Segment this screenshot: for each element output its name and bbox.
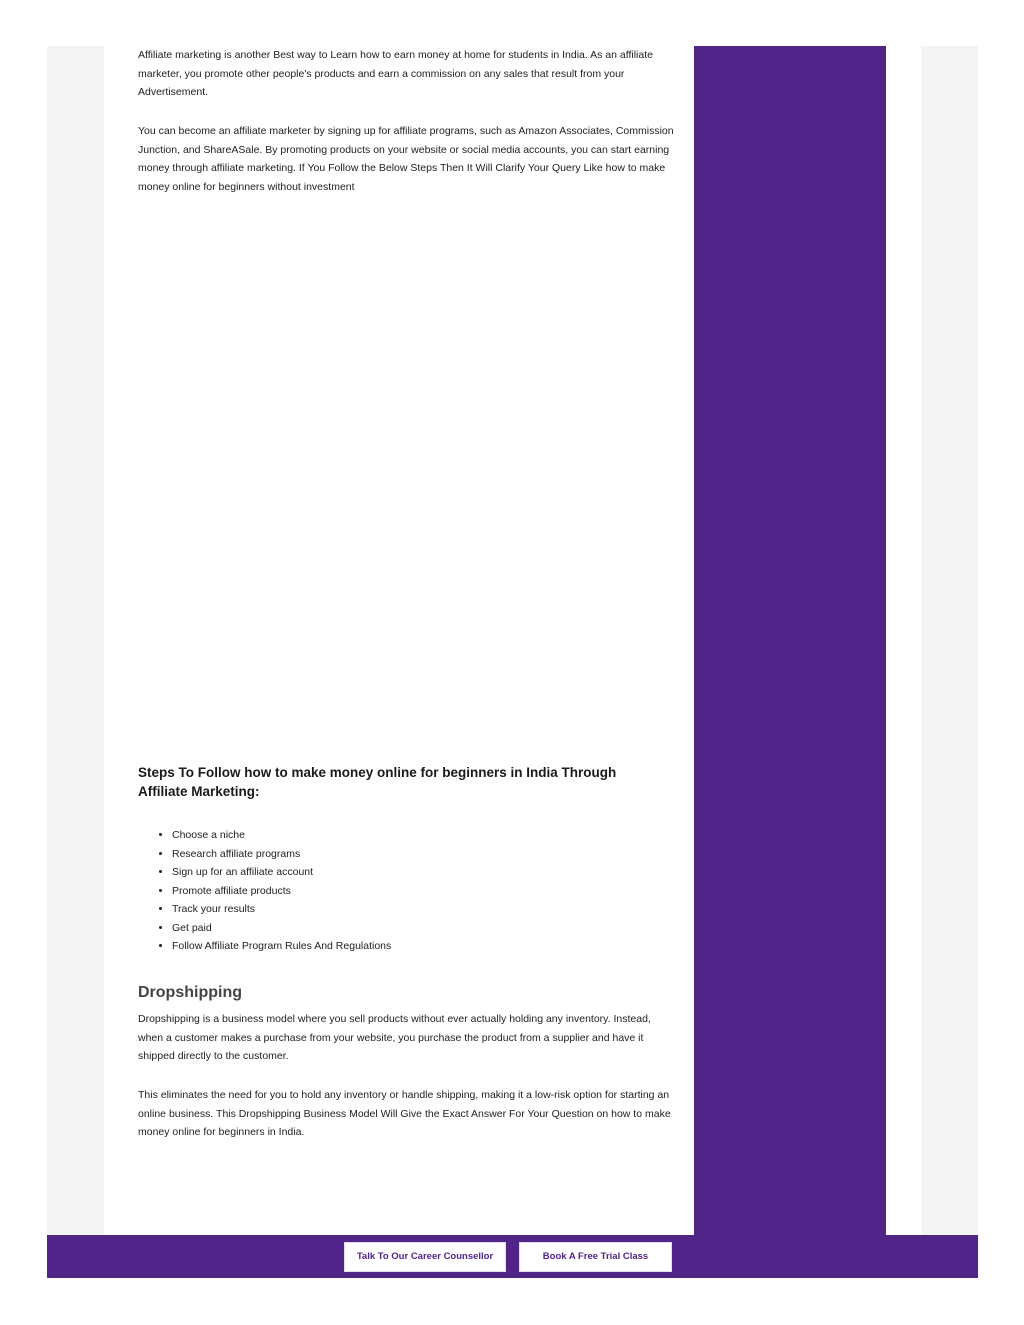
dropshipping-heading: Dropshipping bbox=[138, 984, 242, 1001]
dropshipping-paragraph-model: Dropshipping is a business model where you sell products without ever actually holding any inventory. Instead, when a customer makes a purchase from your website, you purchase the product from a supplier and have it shipped directly to the customer. bbox=[138, 1013, 651, 1063]
talk-to-counsellor-button[interactable]: Talk To Our Career Counsellor bbox=[344, 1242, 506, 1272]
sidebar-panel bbox=[694, 46, 886, 1278]
list-item: • Promote affiliate products bbox=[172, 882, 391, 901]
list-item: • Track your results bbox=[172, 900, 391, 919]
list-item: • Choose a niche bbox=[172, 826, 391, 845]
list-item: • Sign up for an affiliate account bbox=[172, 863, 391, 882]
list-item: • Follow Affiliate Program Rules And Regulations bbox=[172, 937, 391, 956]
right-gutter bbox=[886, 46, 921, 1236]
list-item: • Get paid bbox=[172, 919, 391, 938]
steps-heading: Steps To Follow how to make money online for beginners in India Through Affiliate Marketing: bbox=[138, 765, 617, 799]
intro-paragraph-affiliate: Affiliate marketing is another Best way to Learn how to earn money at home for students in India. As an affiliate marketer, you promote other people's products and earn a commission on any sales that result from your Advertisement. bbox=[138, 49, 653, 99]
steps-list bbox=[138, 826, 391, 956]
dropshipping-paragraph-risk: This eliminates the need for you to hold any inventory or handle shipping, making it a low-risk option for starting an online business. This Dropshipping Business Model Will Give the Exact Answer For Your Question on how to make money online for beginners in India. bbox=[138, 1089, 671, 1139]
cta-bar bbox=[47, 1235, 978, 1278]
intro-paragraph-signup: You can become an affiliate marketer by signing up for affiliate programs, such as Amazon Associates, Commission Junction, and ShareASale. By promoting products on your website or social media accounts, you can start earning money through affiliate marketing. If You Follow the Below Steps Then It Will Clarify Your Query Like how to make money online for beginners without investment bbox=[138, 125, 674, 194]
list-item: • Research affiliate programs bbox=[172, 845, 391, 864]
book-trial-class-button[interactable]: Book A Free Trial Class bbox=[519, 1242, 672, 1272]
